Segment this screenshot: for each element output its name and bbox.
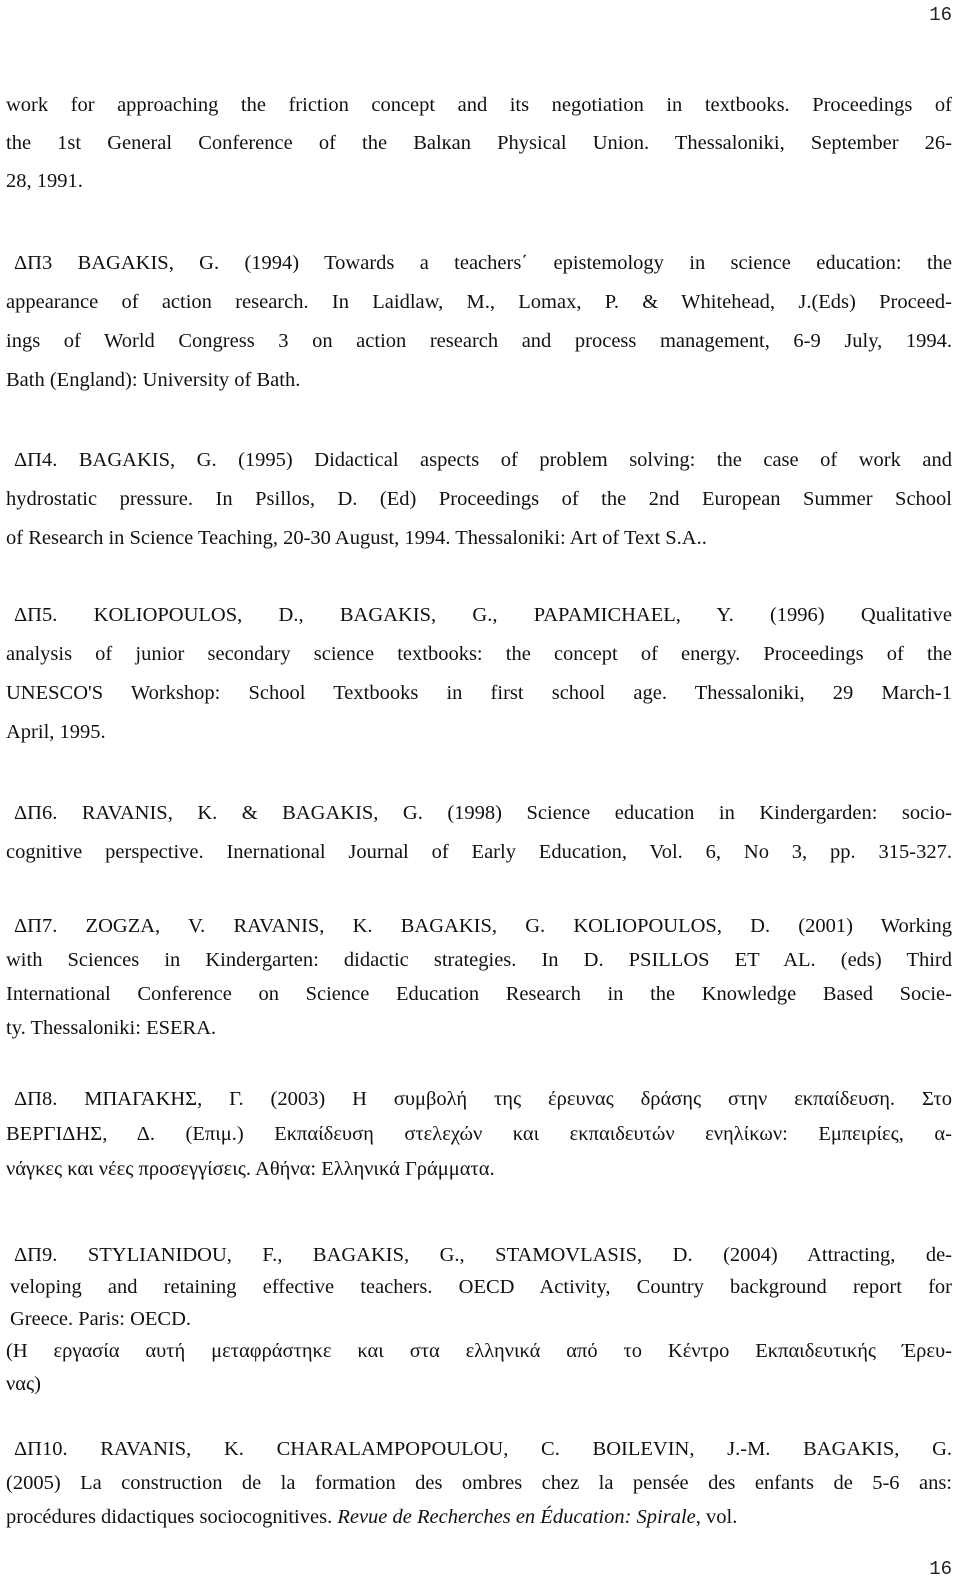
text-line-last (6, 1504, 952, 1530)
text-line: Bath (England): University of Bath. (6, 369, 301, 391)
text-line: ΔΠ10. RAVANIS, K. CHARALAMPOPOULOU, C. BOILEVIN, J.-M. BAGAKIS, G. (14, 1438, 952, 1460)
journal-title: Revue de Recherches en Éducation: Spirale (337, 1506, 696, 1528)
text-line: UNESCO'S Workshop: School Textbooks in first school age. Thessaloniki, 29 March-1 (6, 682, 952, 704)
text-line: ings of World Congress 3 on action research and process management, 6-9 July, 1994. (6, 330, 952, 352)
text-line: veloping and retaining effective teachers. OECD Activity, Country background report for (10, 1276, 952, 1298)
text-line: νάγκες και νέες προσεγγίσεις. Αθήνα: Ελληνικά Γράμματα. (6, 1158, 495, 1180)
text-line: work for approaching the friction concept and its negotiation in textbooks. Proceedings of (6, 94, 952, 116)
text-line: ΔΠ6. RAVANIS, K. & BAGAKIS, G. (1998) Science education in Kindergarden: socio- (14, 802, 952, 824)
text-line: April, 1995. (6, 721, 106, 743)
text-line: ty. Thessaloniki: ESERA. (6, 1017, 217, 1039)
text-line: ΔΠ3 BAGAKIS, G. (1994) Towards a teachers΄ epistemology in science education: the (14, 252, 952, 274)
text-line: (2005) La construction de la formation des ombres chez la pensée des enfants de 5-6 ans: (6, 1472, 952, 1494)
text-line: analysis of junior secondary science textbooks: the concept of energy. Proceedings of the (6, 643, 952, 665)
page-number-bottom: 16 (929, 1558, 952, 1580)
text-line: cognitive perspective. Inernational Journal of Early Education, Vol. 6, No 3, pp. 315-327. (6, 841, 952, 863)
text-line: appearance of action research. In Laidlaw, M., Lomax, P. & Whitehead, J.(Eds) Proceed- (6, 291, 952, 313)
text-line: ΔΠ9. STYLIANIDOU, F., BAGAKIS, G., STAMOVLASIS, D. (2004) Attracting, de- (14, 1244, 952, 1266)
text-line: ΔΠ5. KOLIOPOULOS, D., BAGAKIS, G., PAPAMICHAEL, Y. (1996) Qualitative (14, 604, 952, 626)
text-line: ΔΠ7. ZOGZA, V. RAVANIS, K. BAGAKIS, G. KOLIOPOULOS, D. (2001) Working (14, 915, 952, 937)
text-line: ΔΠ4. BAGAKIS, G. (1995) Didactical aspects of problem solving: the case of work and (14, 449, 952, 471)
text-line: ΒΕΡΓΙΔΗΣ, Δ. (Επιμ.) Εκπαίδευση στελεχών και εκπαιδευτών ενηλίκων: Εμπειρίες, α- (6, 1123, 952, 1145)
text-line: νας) (6, 1373, 41, 1395)
page-number-top: 16 (929, 4, 952, 26)
text-line: 28, 1991. (6, 170, 83, 192)
text-tail: , vol. (695, 1506, 738, 1528)
text-line: ΔΠ8. ΜΠΑΓΑΚΗΣ, Γ. (2003) Η συμβολή της έρευνας δράσης στην εκπαίδευση. Στο (14, 1088, 952, 1110)
text-line: hydrostatic pressure. In Psillos, D. (Ed) Proceedings of the 2nd European Summer School (6, 488, 952, 510)
text-line: the 1st General Conference of the Balкan Physical Union. Thessaloniki, September 26- (6, 132, 952, 154)
text-line: (Η εργασία αυτή μεταφράστηκε και στα ελληνικά από το Κέντρο Εκπαιδευτικής Έρευ- (6, 1340, 952, 1362)
text-line: of Research in Science Teaching, 20-30 August, 1994. Thessaloniki: Art of Text S.A.. (6, 527, 707, 549)
text-normal: procédures didactiques sociocognitives. (6, 1506, 333, 1528)
text-line: Greece. Paris: OECD. (10, 1308, 192, 1330)
text-line: with Sciences in Kindergarten: didactic strategies. In D. PSILLOS ET AL. (eds) Third (6, 949, 952, 971)
text-line: International Conference on Science Education Research in the Knowledge Based Socie- (6, 983, 952, 1005)
